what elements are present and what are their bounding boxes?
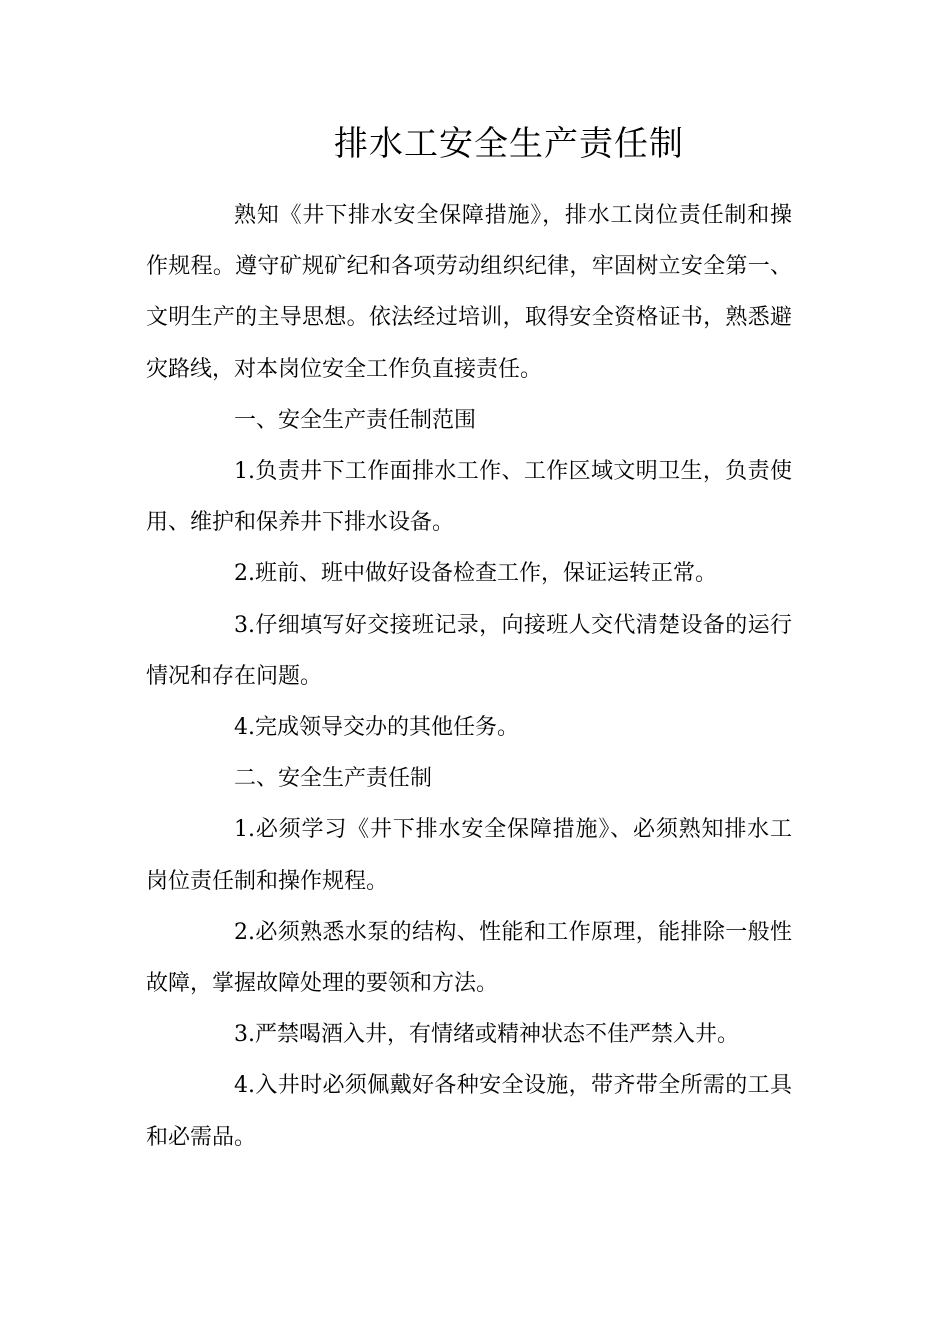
page-title: 排水工安全生产责任制 <box>334 124 684 164</box>
section-heading-scope: 一、安全生产责任制范围 <box>234 407 477 433</box>
paragraph-responsibility-4: 4.入井时必须佩戴好各种安全设施，带齐带全所需的工具和必需品。 <box>146 1073 792 1150</box>
paragraph-intro: 熟知《井下排水安全保障措施》，排水工岗位责任制和操作规程。遵守矿规矿纪和各项劳动组织纪律，牢固树立安全第一、文明生产的主导思想。依法经过培训，取得安全资格证书，熟悉避灾路线，对本岗位安全工作负直接责任。 <box>146 203 792 382</box>
paragraph-scope-2: 2.班前、班中做好设备检查工作，保证运转正常。 <box>234 561 717 587</box>
paragraph-responsibility-2: 2.必须熟悉水泵的结构、性能和工作原理，能排除一般性故障，掌握故障处理的要领和方法。 <box>146 919 792 997</box>
section-heading-responsibility: 二、安全生产责任制 <box>234 766 433 792</box>
paragraph-responsibility-1: 1.必须学习《井下排水安全保障措施》、必须熟知排水工岗位责任制和操作规程。 <box>146 817 792 894</box>
paragraph-scope-1: 1.负责井下工作面排水工作、工作区域文明卫生，负责使用、维护和保养井下排水设备。 <box>146 459 792 536</box>
paragraph-scope-3: 3.仔细填写好交接班记录，向接班人交代清楚设备的运行情况和存在问题。 <box>146 612 792 689</box>
paragraph-responsibility-3: 3.严禁喝酒入井，有情绪或精神状态不佳严禁入井。 <box>234 1022 739 1048</box>
document-body <box>146 190 792 1163</box>
paragraph-scope-4: 4.完成领导交办的其他任务。 <box>234 715 519 741</box>
